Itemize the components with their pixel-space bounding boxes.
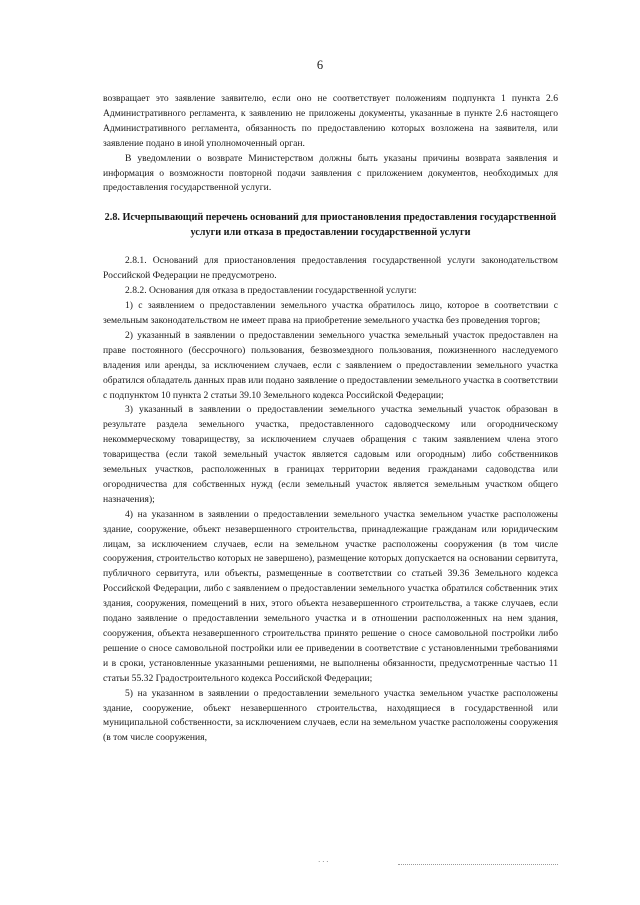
list-item: 2) указанный в заявлении о предоставлении земельного участка земельный участок предоставлен на праве постоянного (бессрочного) пользования, безвозмездного пользования, пожизненного наследуемого владения или аренды, за исключением случаев, если с заявлением о предоставлении земельного участка обратился обладатель данных прав или подано заявление о предоставлении земельного участка в соответствии с подпунктом 10 пункта 2 статьи 39.10 Земельного кодекса Российской Федерации; bbox=[103, 329, 558, 401]
page-number: 6 bbox=[316, 58, 324, 72]
paragraph: В уведомлении о возврате Министерством должны быть указаны причины возврата заявления и информация о возможности повторной подачи заявления с приложением документов, необходимых для предоставления государственной услуги. bbox=[103, 152, 558, 194]
scan-dotted-line bbox=[398, 864, 558, 865]
paragraph: 2.8.1. Оснований для приостановления предоставления государственной услуги законодательством Российской Федерации не предусмотрено. bbox=[103, 255, 558, 282]
section-heading: 2.8. Исчерпывающий перечень оснований для приостановления предоставления государственной услуги или отказа в предоставлении государственной услуги bbox=[104, 212, 557, 238]
paragraph: возвращает это заявление заявителю, если оно не соответствует положениям подпункта 1 пункта 2.6 Административного регламента, к заявлению не приложены документы, указанные в пункте 2.6 настоящего Административного регламента, обязанность по предоставлению которых возложена на заявителя, или заявление подано в иной уполномоченный орган. bbox=[103, 93, 558, 149]
scan-mark: · · · bbox=[318, 858, 329, 866]
list-item: 1) с заявлением о предоставлении земельного участка обратилось лицо, которое в соответствии с земельным законодательством не имеет права на приобретение земельного участка без проведения торгов; bbox=[103, 300, 558, 326]
list-item: 5) на указанном в заявлении о предоставлении земельного участка земельном участке расположены здание, сооружение, объект незавершенного строительства, находящиеся в государственной или муниципальной собственности, за исключением случаев, если на земельном участке расположены сооружения (в том числе сооружения, bbox=[103, 687, 558, 744]
document-body bbox=[103, 92, 558, 746]
list-item: 4) на указанном в заявлении о предоставлении земельного участка земельном участке расположены здание, сооружение, объект незавершенного строительства, принадлежащие гражданам или юридическим лицам, за исключением случаев, если на земельном участке расположены сооружения (в том числе сооружения, строительство которых не завершено), размещение которых допускается на основании сервитута, публичного сервитута, или объекты, размещенные в соответствии со статьей 39.36 Земельного кодекса Российской Федерации, либо с заявлением о предоставлении земельного участка обратился собственник этих здания, сооружения, помещений в них, этого объекта незавершенного строительства, а также случаев, если подано заявление о предоставлении земельного участка и в отношении расположенных на нем здания, сооружения, объекта незавершенного строительства принято решение о сносе самовольной постройки либо решение о сносе самовольной постройки или ее приведении в соответствие с установленными требованиями и в сроки, установленные указанными решениями, не выполнены обязанности, предусмотренные частью 11 статьи 55.32 Градостроительного кодекса Российской Федерации; bbox=[103, 508, 558, 684]
list-item: 3) указанный в заявлении о предоставлении земельного участка земельный участок образован в результате раздела земельного участка, предоставленного садоводческому или огородническому некоммерческому товариществу, за исключением случаев обращения с таким заявлением члена этого товарищества (если такой земельный участок является садовым или огородным) либо собственников земельных участков, расположенных в границах территории ведения гражданами садоводства или огородничества для собственных нужд (если земельный участок является земельным участком общего назначения); bbox=[103, 404, 558, 505]
paragraph: 2.8.2. Основания для отказа в предоставлении государственной услуги: bbox=[125, 285, 417, 297]
